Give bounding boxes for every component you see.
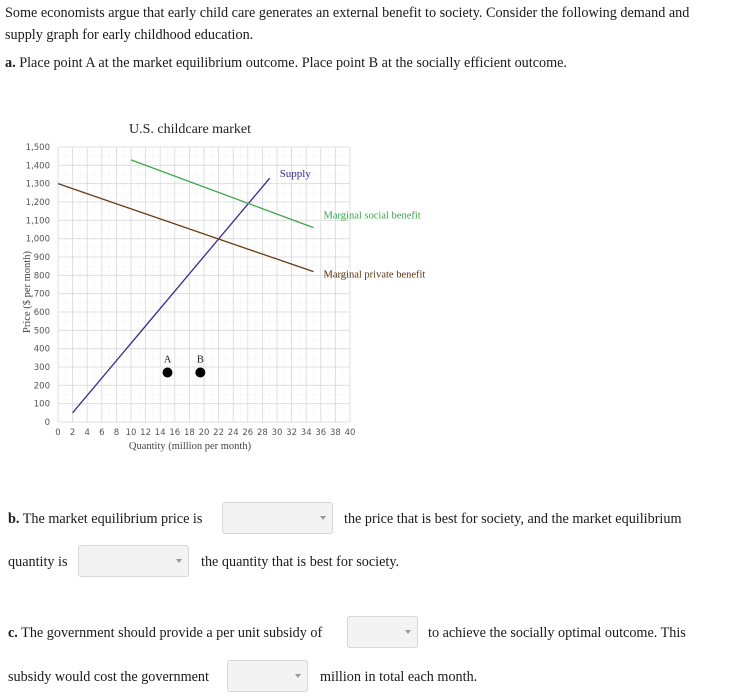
y-tick-label: 800 xyxy=(33,271,50,282)
y-tick-label: 200 xyxy=(33,381,50,392)
part-c-line1 xyxy=(8,623,322,643)
part-c-text2: to achieve the socially optimal outcome. This xyxy=(428,625,686,641)
y-tick-label: 1,400 xyxy=(25,161,50,172)
point-b[interactable] xyxy=(195,368,205,378)
y-tick-label: 1,500 xyxy=(25,143,50,153)
x-tick-label: 32 xyxy=(286,428,298,438)
x-tick-label: 34 xyxy=(300,428,312,438)
chart-grid xyxy=(58,147,350,422)
x-tick-label: 14 xyxy=(154,428,166,438)
x-tick-label: 38 xyxy=(329,428,341,438)
y-tick-label: 900 xyxy=(33,253,50,263)
part-b-text1: The market equilibrium price is xyxy=(22,511,203,527)
x-tick-label: 36 xyxy=(315,428,327,438)
chart-points xyxy=(163,355,206,378)
x-tick-label: 8 xyxy=(113,428,120,438)
y-tick-label: 1,300 xyxy=(25,179,50,190)
x-tick-label: 0 xyxy=(55,428,61,438)
series-line-marginal-private-benefit[interactable] xyxy=(58,184,314,272)
quantity-compare-dropdown[interactable] xyxy=(78,545,189,577)
x-tick-label: 2 xyxy=(69,428,76,438)
point-label: B xyxy=(196,354,204,366)
part-b-line1 xyxy=(8,509,202,529)
chart-series xyxy=(58,160,425,413)
y-tick-label: 500 xyxy=(33,326,50,337)
y-tick-label: 100 xyxy=(33,399,50,410)
series-label: Marginal private benefit xyxy=(323,269,426,281)
x-tick-label: 30 xyxy=(271,428,283,438)
y-tick-label: 700 xyxy=(33,289,50,300)
part-c-text3: subsidy would cost the government xyxy=(8,669,209,685)
part-c-text4: million in total each month. xyxy=(320,669,478,685)
y-tick-label: 1,000 xyxy=(25,234,50,245)
x-tick-labels xyxy=(55,428,355,438)
x-tick-label: 6 xyxy=(99,428,105,438)
x-tick-label: 26 xyxy=(242,428,254,438)
x-tick-label: 12 xyxy=(140,428,152,438)
x-tick-label: 40 xyxy=(344,428,356,438)
y-tick-label: 1,200 xyxy=(25,198,50,208)
childcare-market-chart[interactable] xyxy=(0,110,460,455)
subsidy-cost-dropdown[interactable] xyxy=(227,660,308,692)
part-b-text3: quantity is xyxy=(8,554,68,570)
chevron-down-icon xyxy=(295,674,301,678)
chart-title: U.S. childcare market xyxy=(128,122,252,137)
x-tick-label: 28 xyxy=(256,428,268,438)
subsidy-amount-dropdown[interactable] xyxy=(347,616,418,648)
chevron-down-icon xyxy=(176,559,182,563)
x-tick-label: 18 xyxy=(183,428,195,438)
part-a-prompt xyxy=(5,52,725,74)
y-tick-label: 1,100 xyxy=(25,216,50,227)
x-tick-label: 22 xyxy=(213,428,225,438)
chevron-down-icon xyxy=(405,630,411,634)
part-a-text: Place point A at the market equilibrium outcome. Place point B at the socially efficient outcome. xyxy=(19,55,567,71)
chevron-down-icon xyxy=(320,516,326,520)
part-c-text1: The government should provide a per unit subsidy of xyxy=(21,625,323,641)
y-tick-label: 0 xyxy=(44,418,50,428)
series-label: Marginal social benefit xyxy=(323,210,421,222)
series-label: Supply xyxy=(279,168,311,181)
part-c-label: c. xyxy=(8,625,18,641)
x-tick-label: 4 xyxy=(84,428,90,438)
part-b-text4: the quantity that is best for society. xyxy=(201,554,400,570)
price-compare-dropdown[interactable] xyxy=(222,502,333,534)
intro-text: Some economists argue that early child care generates an external benefit to society. Consider the following demand and supply graph for early childhood education. xyxy=(5,5,690,43)
part-a-label: a. xyxy=(5,55,16,71)
y-axis-label: Price ($ per month) xyxy=(22,251,33,333)
y-tick-label: 400 xyxy=(33,344,50,355)
point-label: A xyxy=(163,354,172,366)
x-tick-label: 24 xyxy=(227,428,239,438)
x-axis-label: Quantity (million per month) xyxy=(128,441,252,452)
point-a[interactable] xyxy=(163,368,173,378)
part-b-label: b. xyxy=(8,511,20,527)
x-tick-label: 10 xyxy=(125,428,137,438)
part-b-text2: the price that is best for society, and the market equilibrium xyxy=(344,511,682,527)
x-tick-label: 20 xyxy=(198,428,210,438)
y-tick-label: 600 xyxy=(33,308,50,318)
x-tick-label: 16 xyxy=(169,428,181,438)
y-tick-label: 300 xyxy=(33,363,50,373)
